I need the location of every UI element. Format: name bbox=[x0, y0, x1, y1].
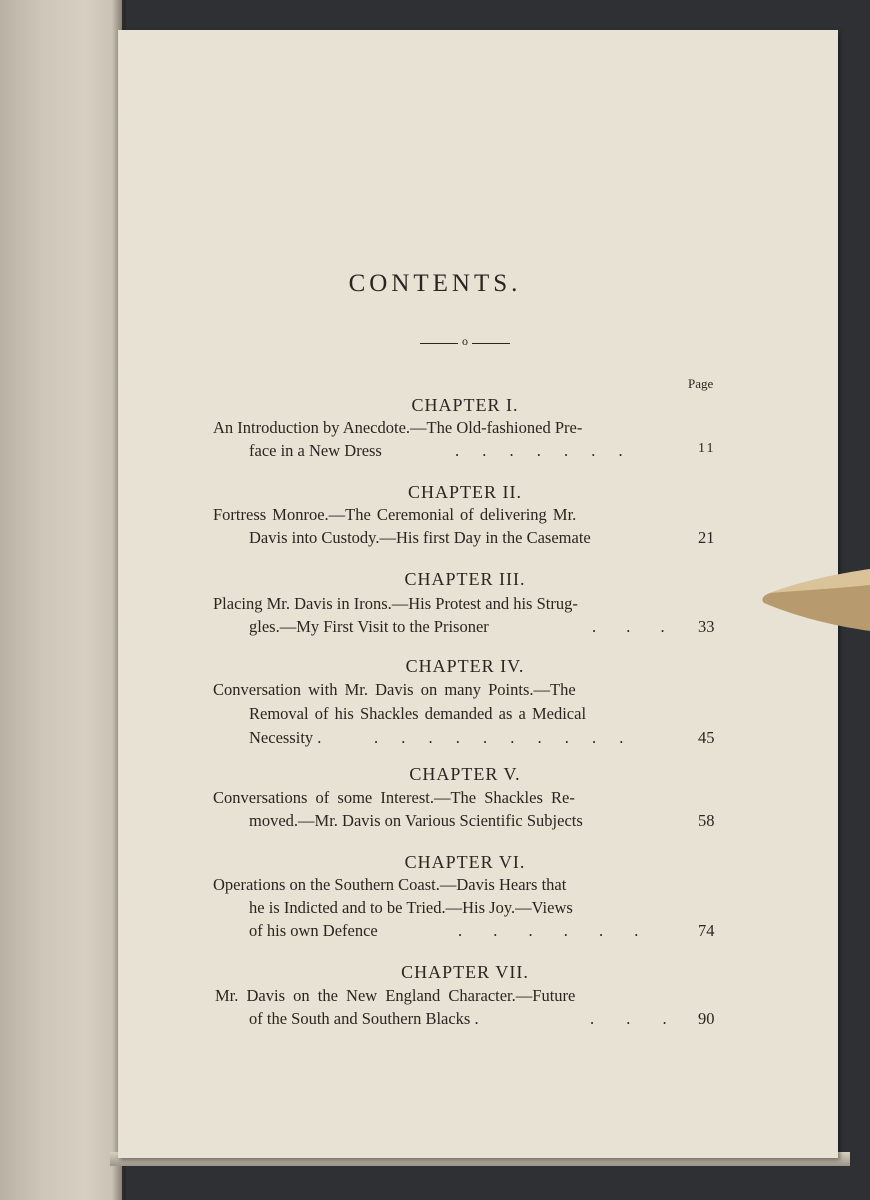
chapter-description-line: he is Indicted and to be Tried.—His Joy.—Views bbox=[249, 898, 573, 917]
chapter-description-line: Conversation with Mr. Davis on many Points.—The bbox=[213, 680, 576, 699]
leader-dots: . . . . . . bbox=[458, 921, 639, 940]
leader-dots: . . . . . . . . . . bbox=[374, 728, 624, 747]
chapter-heading: CHAPTER II. bbox=[408, 482, 522, 502]
chapter-description-line: Placing Mr. Davis in Irons.—His Protest and his Strug- bbox=[213, 594, 578, 613]
chapter-description-line: Fortress Monroe.—The Ceremonial of delivering Mr. bbox=[213, 505, 577, 524]
chapter-description-line: of his own Defence bbox=[249, 921, 378, 940]
left-facing-page bbox=[0, 0, 122, 1200]
chapter-description-line: Removal of his Shackles demanded as a Medical bbox=[249, 704, 587, 723]
page-number: 33 bbox=[698, 617, 715, 636]
leader-dots: . . . bbox=[592, 617, 665, 636]
page-number: 21 bbox=[698, 528, 715, 547]
page-number: 11 bbox=[698, 441, 716, 456]
page-column-label: Page bbox=[688, 376, 714, 391]
page-number: 58 bbox=[698, 811, 715, 830]
chapter-description-line: moved.—Mr. Davis on Various Scientific Subjects bbox=[249, 811, 583, 830]
chapter-description-line: face in a New Dress bbox=[249, 441, 382, 460]
page-title: CONTENTS. bbox=[348, 270, 522, 297]
chapter-heading: CHAPTER VI. bbox=[404, 852, 526, 872]
chapter-description-line: gles.—My First Visit to the Prisoner bbox=[249, 617, 489, 636]
chapter-heading: CHAPTER IV. bbox=[405, 656, 525, 676]
page-number: 90 bbox=[698, 1009, 715, 1028]
chapter-description-line: An Introduction by Anecdote.—The Old-fashioned Pre- bbox=[213, 418, 583, 437]
ornamental-divider: o bbox=[420, 335, 510, 349]
chapter-heading: CHAPTER I. bbox=[411, 395, 519, 415]
chapter-description-line: of the South and Southern Blacks . bbox=[249, 1009, 479, 1028]
chapter-description-line: Operations on the Southern Coast.—Davis Hears that bbox=[213, 875, 567, 894]
chapter-description-line: Conversations of some Interest.—The Shackles Re- bbox=[213, 788, 575, 807]
chapter-heading: CHAPTER V. bbox=[409, 764, 521, 784]
leader-dots: . . . . . . . bbox=[455, 441, 623, 460]
page-number: 45 bbox=[698, 728, 715, 747]
chapter-heading: CHAPTER III. bbox=[404, 569, 526, 589]
page-number: 74 bbox=[698, 921, 715, 940]
chapter-heading: CHAPTER VII. bbox=[401, 962, 529, 982]
chapter-description-line: Mr. Davis on the New England Character.—Future bbox=[215, 986, 576, 1005]
chapter-description-line: Necessity . bbox=[249, 728, 322, 747]
chapter-description-line: Davis into Custody.—His first Day in the Casemate bbox=[249, 528, 591, 547]
bookmark-pointer-icon bbox=[762, 565, 870, 635]
leader-dots: . . . bbox=[590, 1009, 667, 1028]
